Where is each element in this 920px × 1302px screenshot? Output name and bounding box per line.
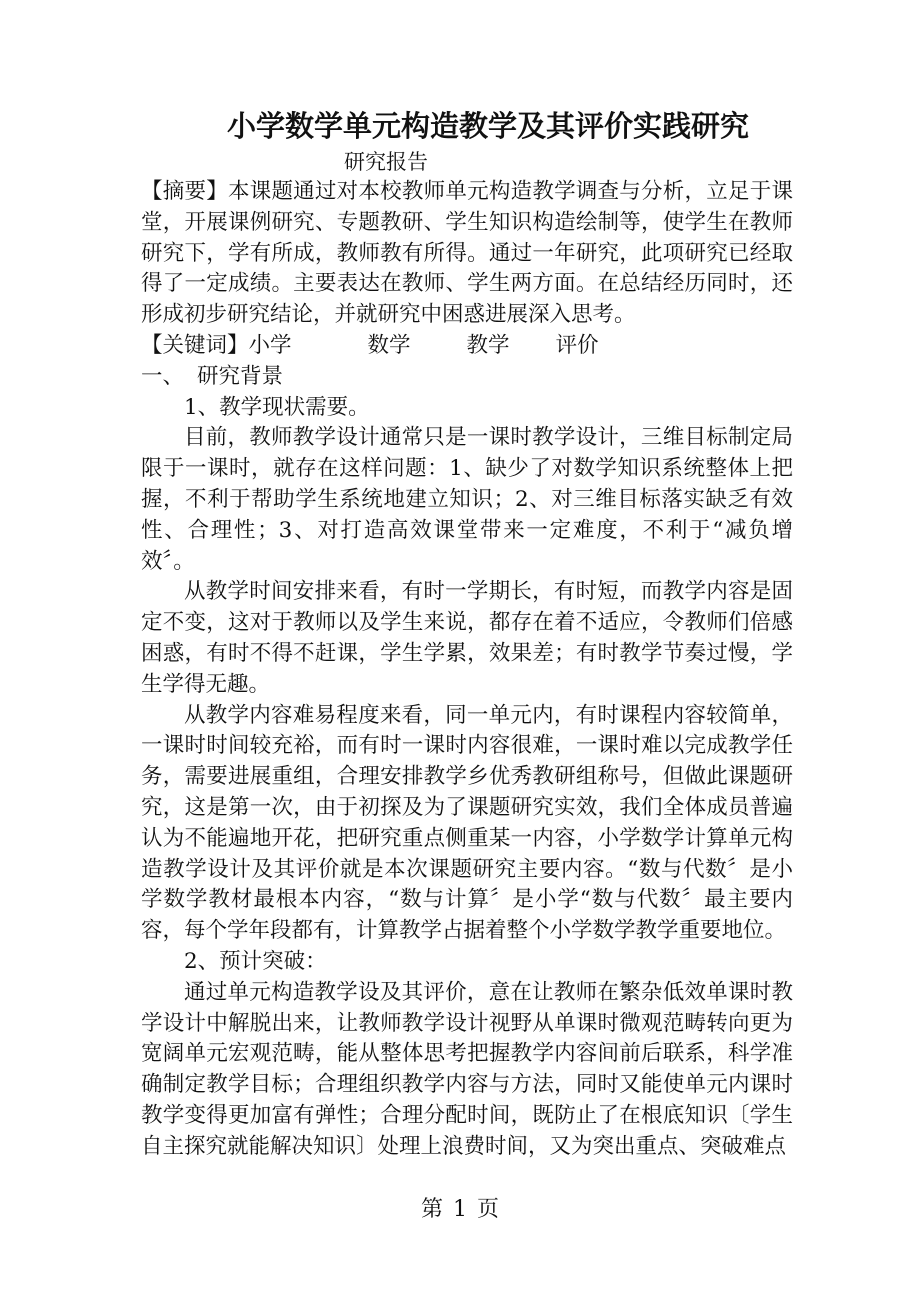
footer-suffix: 页	[477, 1197, 500, 1222]
abstract-paragraph: 【摘要】本课题通过对本校教师单元构造教学调查与分析，立足于课堂，开展课例研究、专题教研、学生知识构造绘制等，使学生在教师研究下，学有所成，教师教有所得。通过一年研究，此项研究已经取得了一定成绩。主要表达在教师、学生两方面。在总结经历同时，还形成初步研究结论，并就研究中困惑进展深入思考。	[141, 179, 793, 328]
paragraph-3: 从教学内容难易程度来看，同一单元内，有时课程内容较简单，一课时时间较充裕，而有时一课时内容很难，一课时难以完成教学任务，需要进展重组，合理安排教学乡优秀教研组称号，但做此课题研究，这是第一次，由于初探及为了课题研究实效，我们全体成员普遍认为不能遍地开花，把研究重点侧重某一内容，小学数学计算单元构造教学设计及其评价就是本次课题研究主要内容。“数与代数〞是小学数学教材最根本内容，“数与计算〞是小学“数与代数〞最主要内容，每个学年段都有，计算教学占据着整个小学数学教学重要地位。	[141, 702, 793, 944]
paragraph-1: 目前，教师教学设计通常只是一课时教学设计，三维目标制定局限于一课时，就存在这样问题：1、缺少了对数学知识系统整体上把握，不利于帮助学生系统地建立知识；2、对三维目标落实缺乏有效性、合理性；3、对打造高效课堂带来一定难度，不利于“减负增效〞。	[141, 425, 793, 574]
document-subtitle: 研究报告	[344, 150, 428, 174]
section-title: 研究背景	[197, 363, 284, 389]
section-heading	[141, 362, 793, 393]
paragraph-2: 从教学时间安排来看，有时一学期长，有时短，而教学内容是固定不变，这对于教师以及学生来说，都存在着不适应，令教师们倍感困惑，有时不得不赶课，学生学累，效果差；有时教学节奏过慢，学生学得无趣。	[141, 579, 793, 697]
subheading-1: 1、教学现状需要。	[184, 394, 370, 420]
keyword-item: 数学	[367, 332, 411, 358]
subheading-2: 2、预计突破：	[184, 948, 327, 974]
page-footer	[0, 1195, 920, 1225]
keywords-line	[141, 331, 793, 362]
footer-prefix: 第	[420, 1197, 443, 1222]
keywords-label: 【关键词】	[141, 332, 249, 358]
document-title: 小学数学单元构造教学及其评价实践研究	[226, 109, 749, 143]
section-number: 一、	[141, 363, 185, 389]
keyword-item: 教学	[466, 332, 510, 358]
page-number: 1	[453, 1197, 467, 1222]
document-body	[141, 177, 793, 1163]
keyword-item: 小学	[248, 332, 292, 358]
paragraph-4: 通过单元构造教学设及其评价，意在让教师在繁杂低效单课时教学设计中解脱出来，让教师教学设计视野从单课时微观范畴转向更为宽阔单元宏观范畴，能从整体思考把握教学内容间前后联系，科学准确制定教学目标；合理组织教学内容与方法，同时又能使单元内课时教学变得更加富有弹性；合理分配时间，既防止了在根底知识〔学生自主探究就能解决知识〕处理上浪费时间，又为突出重点、突破难点	[141, 979, 793, 1159]
keyword-item: 评价	[555, 332, 599, 358]
